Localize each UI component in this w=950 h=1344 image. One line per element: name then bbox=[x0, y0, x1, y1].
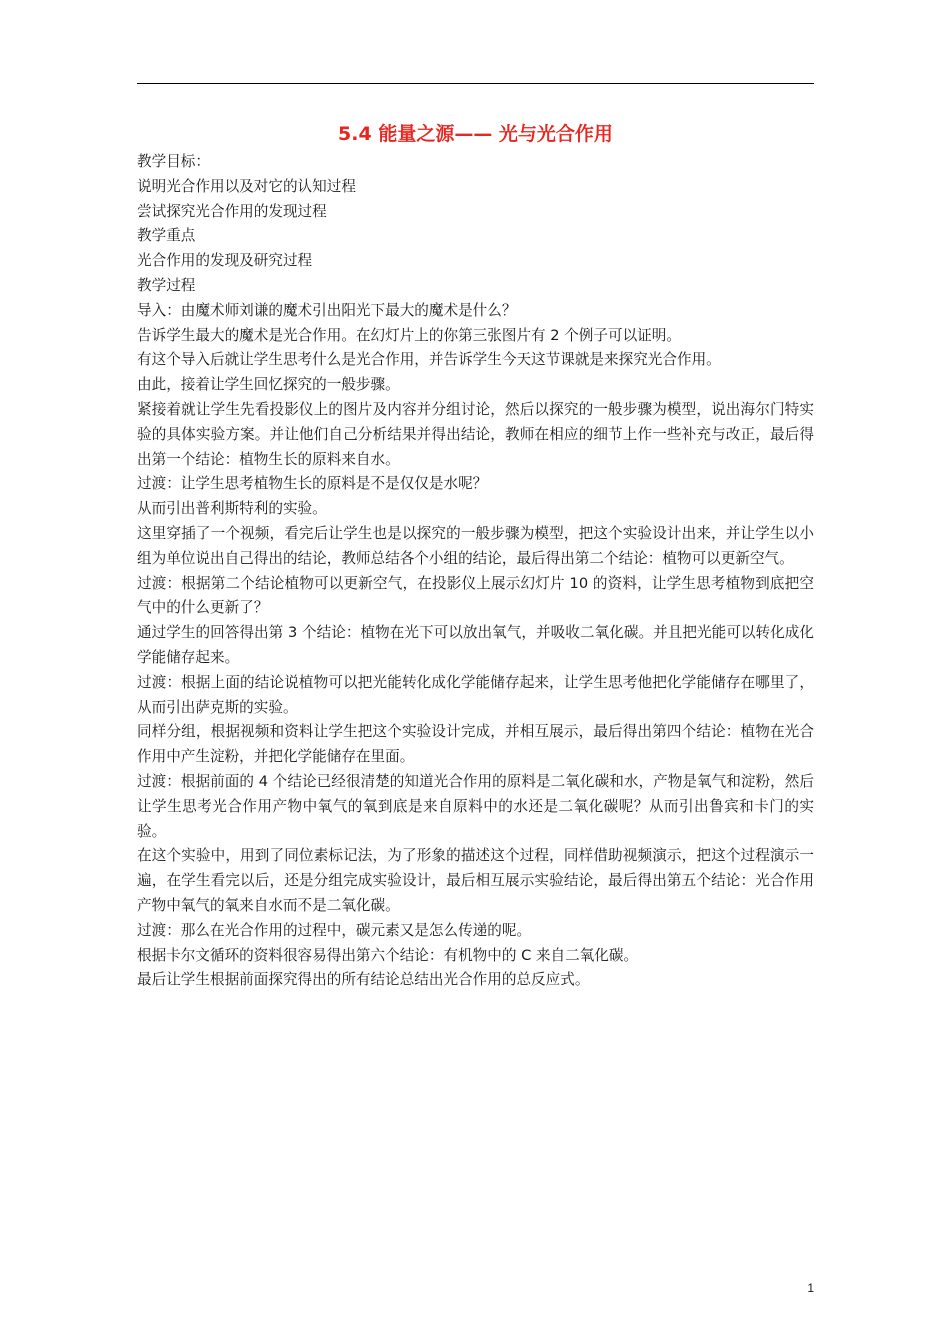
paragraph: 过渡：根据第二个结论植物可以更新空气，在投影仪上展示幻灯片 10 的资料，让学生思考植物到底把空气中的什么更新了？ bbox=[137, 574, 814, 617]
paragraph: 通过学生的回答得出第 3 个结论：植物在光下可以放出氧气，并吸收二氧化碳。并且把光能可以转化成化学能储存起来。 bbox=[137, 624, 814, 666]
paragraph: 紧接着就让学生先看投影仪上的图片及内容并分组讨论，然后以探究的一般步骤为模型，说出海尔门特实验的具体实验方案。并让他们自己分析结果并得出结论，教师在相应的细节上作一些补充与改正，最后得出第一个结论：植物生长的原料来自水。 bbox=[137, 400, 814, 468]
paragraph: 过渡：根据上面的结论说植物可以把光能转化成化学能储存起来，让学生思考他把化学能储存在哪里了，从而引出萨克斯的实验。 bbox=[137, 673, 814, 716]
paragraph: 教学过程 bbox=[137, 276, 196, 294]
paragraph: 由此，接着让学生回忆探究的一般步骤。 bbox=[137, 376, 400, 394]
paragraph: 说明光合作用以及对它的认知过程 bbox=[137, 177, 356, 195]
paragraph: 在这个实验中，用到了同位素标记法，为了形象的描述这个过程，同样借助视频演示，把这个过程演示一遍，在学生看完以后，还是分组完成实验设计，最后相互展示实验结论，最后得出第五个结论：光合作用产物中氧气的氧来自水而不是二氧化碳。 bbox=[137, 847, 814, 914]
paragraph: 告诉学生最大的魔术是光合作用。在幻灯片上的你第三张图片有 2 个例子可以证明。 bbox=[137, 326, 681, 344]
paragraph: 尝试探究光合作用的发现过程 bbox=[137, 202, 327, 220]
paragraph: 教学重点 bbox=[137, 227, 196, 245]
paragraph: 根据卡尔文循环的资料很容易得出第六个结论：有机物中的 C 来自二氧化碳。 bbox=[137, 946, 639, 964]
header-rule bbox=[137, 83, 814, 84]
paragraph: 最后让学生根据前面探究得出的所有结论总结出光合作用的总反应式。 bbox=[137, 971, 590, 989]
paragraph: 过渡：让学生思考植物生长的原料是不是仅仅是水呢？ bbox=[137, 475, 488, 493]
paragraph: 同样分组，根据视频和资料让学生把这个实验设计完成，并相互展示，最后得出第四个结论：植物在光合作用中产生淀粉，并把化学能储存在里面。 bbox=[137, 723, 814, 766]
paragraph: 光合作用的发现及研究过程 bbox=[137, 252, 313, 270]
paragraph: 从而引出普利斯特利的实验。 bbox=[137, 500, 327, 518]
page-number: 1 bbox=[807, 1281, 814, 1295]
document-body bbox=[137, 150, 814, 993]
paragraph: 过渡：根据前面的 4 个结论已经很清楚的知道光合作用的原料是二氧化碳和水，产物是氧气和淀粉，然后让学生思考光合作用产物中氧气的氧到底是来自原料中的水还是二氧化碳呢？从而引出鲁宾和卡门的实验。 bbox=[137, 772, 814, 840]
paragraph: 导入：由魔术师刘谦的魔术引出阳光下最大的魔术是什么？ bbox=[137, 301, 517, 319]
paragraph: 教学目标： bbox=[137, 153, 210, 170]
document-title: 5.4 能量之源—— 光与光合作用 bbox=[338, 123, 613, 145]
paragraph: 这里穿插了一个视频，看完后让学生也是以探究的一般步骤为模型，把这个实验设计出来，并让学生以小组为单位说出自己得出的结论，教师总结各个小组的结论，最后得出第二个结论：植物可以更新空气。 bbox=[137, 524, 814, 567]
paragraph: 有这个导入后就让学生思考什么是光合作用，并告诉学生今天这节课就是来探究光合作用。 bbox=[137, 351, 721, 369]
paragraph: 过渡：那么在光合作用的过程中，碳元素又是怎么传递的呢。 bbox=[137, 921, 532, 939]
